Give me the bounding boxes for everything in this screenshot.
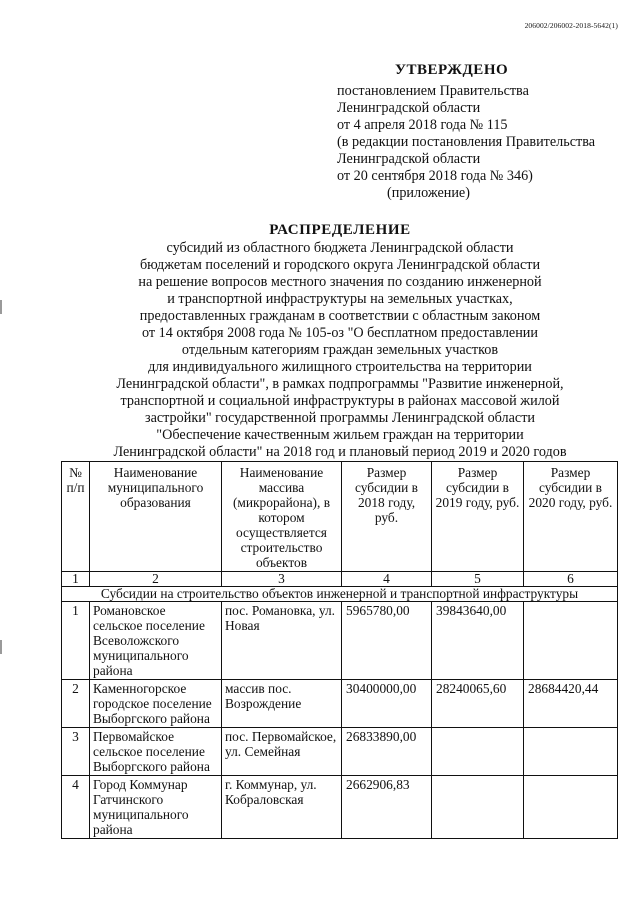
- title-line: "Обеспечение качественным жильем граждан на территории: [156, 427, 524, 443]
- row-subsidy-2020: 28684420,44: [524, 680, 618, 728]
- title-line: для индивидуального жилищного строительства на территории: [148, 359, 532, 375]
- section-row: [62, 587, 618, 602]
- row-subsidy-2018: 30400000,00: [342, 680, 432, 728]
- row-subsidy-2019: [432, 728, 524, 776]
- row-municipality: Первомайское сельское поселение Выборгского района: [90, 728, 222, 776]
- table-row: [62, 776, 618, 839]
- row-number: 2: [62, 680, 90, 728]
- distribution-table: [61, 461, 618, 839]
- scan-margin-mark: [0, 640, 2, 654]
- column-number: 2: [90, 572, 222, 587]
- title-line: бюджетам поселений и городского округа Ленинградской области: [139, 257, 541, 273]
- section-title: Субсидии на строительство объектов инженерной и транспортной инфраструктуры: [62, 587, 618, 602]
- row-subsidy-2018: 5965780,00: [342, 602, 432, 680]
- header-subsidy-2020: Размер субсидии в 2020 году, руб.: [524, 462, 618, 572]
- table-row: [62, 680, 618, 728]
- row-municipality: Город Коммунар Гатчинского муниципального района: [90, 776, 222, 839]
- approval-line: (в редакции постановления Правительства: [337, 134, 596, 150]
- title-line: предоставленных гражданам в соответствии с областным законом: [139, 308, 541, 324]
- row-area: пос. Первомайское, ул. Семейная: [222, 728, 342, 776]
- header-municipality: Наименование муниципального образования: [90, 462, 222, 572]
- title-line: отдельным категориям граждан земельных участков: [181, 342, 499, 358]
- header-number: № п/п: [62, 462, 90, 572]
- title-line: застройки" государственной программы Ленинградской области: [144, 410, 536, 426]
- title-line: на решение вопросов местного значения по созданию инженерной: [138, 274, 542, 290]
- appendix-note: (приложение): [387, 185, 470, 201]
- table-row: [62, 602, 618, 680]
- approval-stamp: [337, 62, 637, 202]
- title-line: от 14 октября 2008 года № 105-оз "О бесплатном предоставлении: [142, 325, 538, 341]
- row-number: 3: [62, 728, 90, 776]
- header-subsidy-2019: Размер субсидии в 2019 году, руб.: [432, 462, 524, 572]
- row-subsidy-2020: [524, 728, 618, 776]
- row-number: 4: [62, 776, 90, 839]
- approval-line: Ленинградской области: [337, 100, 481, 116]
- column-number: 4: [342, 572, 432, 587]
- row-subsidy-2018: 26833890,00: [342, 728, 432, 776]
- row-area: массив пос. Возрождение: [222, 680, 342, 728]
- row-municipality: Каменногорское городское поселение Выборгского района: [90, 680, 222, 728]
- row-subsidy-2019: [432, 776, 524, 839]
- approval-line: от 20 сентября 2018 года № 346): [337, 168, 533, 184]
- approval-line: Ленинградской области: [337, 151, 481, 167]
- column-number: 6: [524, 572, 618, 587]
- row-subsidy-2020: [524, 602, 618, 680]
- title-line: и транспортной инфраструктуры на земельных участках,: [167, 291, 513, 307]
- title-line: Ленинградской области" на 2018 год и плановый период 2019 и 2020 годов: [113, 444, 567, 460]
- document-title: [80, 222, 600, 461]
- row-subsidy-2018: 2662906,83: [342, 776, 432, 839]
- approval-line: от 4 апреля 2018 года № 115: [337, 117, 508, 133]
- column-number: 5: [432, 572, 524, 587]
- header-area: Наименование массива (микрорайона), в котором осуществляется строительство объектов: [222, 462, 342, 572]
- header-subsidy-2018: Размер субсидии в 2018 году, руб.: [342, 462, 432, 572]
- table-row: [62, 728, 618, 776]
- title-line: Ленинградской области", в рамках подпрограммы "Развитие инженерной,: [116, 376, 564, 392]
- document-number: 206002/206002-2018-5642(1): [524, 21, 618, 30]
- row-municipality: Романовское сельское поселение Всеволожского муниципального района: [90, 602, 222, 680]
- column-number: 1: [62, 572, 90, 587]
- row-subsidy-2019: 39843640,00: [432, 602, 524, 680]
- title-line: субсидий из областного бюджета Ленинградской области: [166, 240, 514, 256]
- approved-label: УТВЕРЖДЕНО: [395, 62, 509, 78]
- column-number: 3: [222, 572, 342, 587]
- scan-margin-mark: [0, 300, 2, 314]
- table-header-row: [62, 462, 618, 572]
- column-number-row: [62, 572, 618, 587]
- approval-line: постановлением Правительства: [337, 83, 529, 99]
- row-subsidy-2019: 28240065,60: [432, 680, 524, 728]
- title-heading: РАСПРЕДЕЛЕНИЕ: [269, 222, 411, 238]
- title-line: транспортной и социальной инфраструктуры в районах массовой жилой: [120, 393, 560, 409]
- row-area: г. Коммунар, ул. Кобраловская: [222, 776, 342, 839]
- row-number: 1: [62, 602, 90, 680]
- row-area: пос. Романовка, ул. Новая: [222, 602, 342, 680]
- row-subsidy-2020: [524, 776, 618, 839]
